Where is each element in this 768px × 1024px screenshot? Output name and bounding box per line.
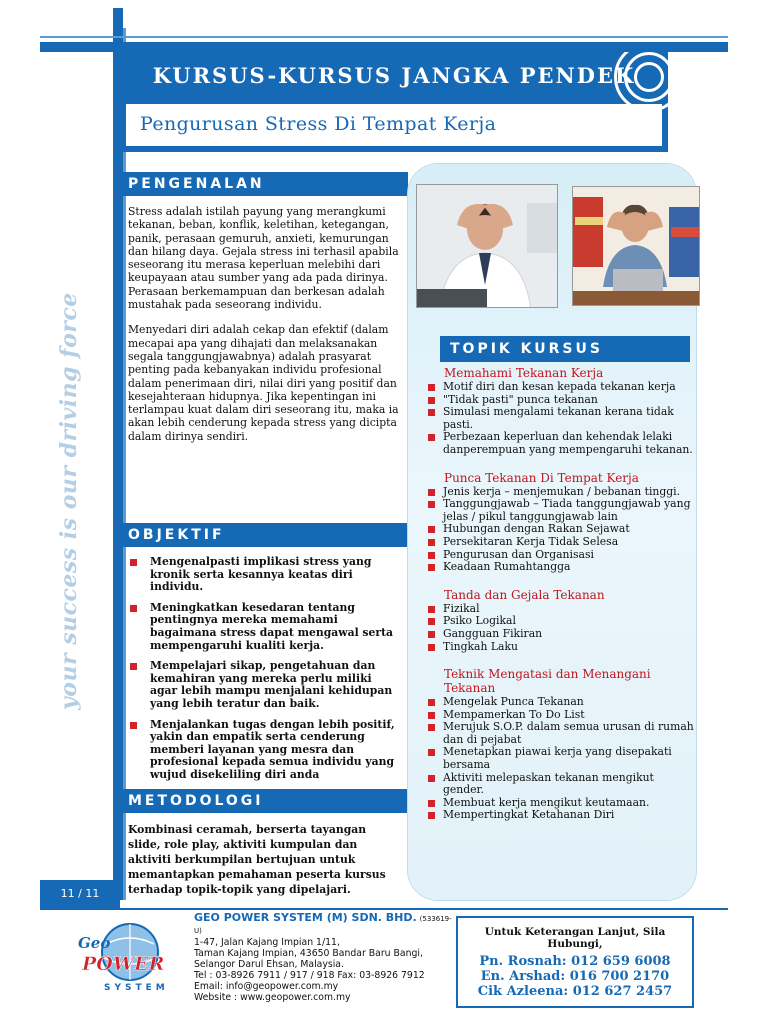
top-frame-thin bbox=[40, 36, 728, 38]
topik-group-list bbox=[408, 603, 696, 653]
list-item: Tingkah Laku bbox=[408, 641, 696, 654]
list-item: Hubungan dengan Rakan Sejawat bbox=[408, 523, 696, 536]
header-band bbox=[120, 52, 668, 152]
bullet-icon bbox=[428, 409, 435, 416]
bullet-icon bbox=[428, 606, 435, 613]
topik-group bbox=[444, 588, 696, 653]
list-item: Fizikal bbox=[408, 603, 696, 616]
company-reg: (533619-U) bbox=[194, 915, 452, 935]
list-item: Menetapkan piawai kerja yang disepakati bersama bbox=[408, 746, 696, 771]
bullet-icon bbox=[428, 812, 435, 819]
stressed-man-photo bbox=[416, 184, 558, 308]
bullet-icon bbox=[428, 712, 435, 719]
topik-groups bbox=[444, 366, 696, 822]
course-category-title: KURSUS-KURSUS JANGKA PENDEK bbox=[152, 63, 636, 88]
list-item: Meningkatkan kesedaran tentang pentingnya mereka memahami bagaimana stress dapat mengawal serta mempengaruhi kualiti kerja. bbox=[128, 602, 398, 652]
bullet-icon bbox=[428, 489, 435, 496]
metodologi-heading: METODOLOGI bbox=[118, 789, 408, 813]
address-line: 1-47, Jalan Kajang Impian 1/11, bbox=[194, 937, 340, 948]
footer-divider bbox=[40, 908, 728, 910]
inner-frame-bar bbox=[123, 28, 126, 900]
course-title: Pengurusan Stress Di Tempat Kerja bbox=[140, 113, 497, 135]
bullet-icon bbox=[130, 605, 137, 612]
topik-heading: TOPIK KURSUS bbox=[440, 336, 690, 362]
list-item: Tanggungjawab – Tiada tanggungjawab yang jelas / pikul tanggungjawab lain bbox=[408, 498, 696, 523]
logo-system-text: SYSTEM bbox=[104, 983, 169, 993]
subtitle-box bbox=[126, 104, 662, 146]
bullet-icon bbox=[428, 631, 435, 638]
list-item: Mengelak Punca Tekanan bbox=[408, 696, 696, 709]
list-item: Aktiviti melepaskan tekanan mengikut gender. bbox=[408, 772, 696, 797]
metodologi-text: Kombinasi ceramah, berserta tayangan slide, role play, aktiviti kumpulan dan aktiviti berkumpilan bertujuan untuk memantapkan pemahaman peserta kursus terhadap topik-topik yang dipelajari. bbox=[128, 823, 386, 896]
bullet-icon bbox=[428, 539, 435, 546]
list-item: Merujuk S.O.P. dalam semua urusan di rumah dan di pejabat bbox=[408, 721, 696, 746]
page-number: 11 / 11 bbox=[40, 880, 120, 908]
address-line: Selangor Darul Ehsan, Malaysia. bbox=[194, 959, 344, 970]
topik-group-title: Teknik Mengatasi dan Menangani Tekanan bbox=[444, 667, 651, 696]
list-item: Gangguan Fikiran bbox=[408, 628, 696, 641]
contact-heading: Untuk Keterangan Lanjut, Sila Hubungi, bbox=[484, 926, 666, 950]
logo-power-text: POWER bbox=[82, 953, 165, 975]
topik-group-list bbox=[408, 381, 696, 457]
list-item: Mempamerkan To Do List bbox=[408, 709, 696, 722]
pengenalan-heading: PENGENALAN bbox=[118, 172, 408, 196]
list-item: Motif diri dan kesan kepada tekanan kerja bbox=[408, 381, 696, 394]
topik-group bbox=[444, 471, 696, 574]
logo-geo-text: Geo bbox=[78, 934, 111, 952]
bullet-icon bbox=[130, 722, 137, 729]
address-line: Taman Kajang Impian, 43650 Bandar Baru Bangi, bbox=[194, 948, 423, 959]
list-item: "Tidak pasti" punca tekanan bbox=[408, 394, 696, 407]
bullet-icon bbox=[428, 775, 435, 782]
bullet-icon bbox=[428, 384, 435, 391]
topik-panel bbox=[408, 164, 696, 900]
contact-azleena: Cik Azleena: 012 627 2457 bbox=[477, 984, 673, 999]
list-item: Membuat kerja mengikut keutamaan. bbox=[408, 797, 696, 810]
list-item: Persekitaran Kerja Tidak Selesa bbox=[408, 536, 696, 549]
list-item: Perbezaan keperluan dan kehendak lelaki danperempuan yang mempengaruhi tekanan. bbox=[408, 431, 696, 456]
bullet-icon bbox=[428, 724, 435, 731]
contact-arshad: En. Arshad: 016 700 2170 bbox=[480, 969, 670, 984]
geopower-logo bbox=[74, 918, 184, 996]
list-item: Keadaan Rumahtangga bbox=[408, 561, 696, 574]
bullet-icon bbox=[428, 644, 435, 651]
topik-group-list bbox=[408, 696, 696, 822]
email-line: Email: info@geopower.com.my bbox=[194, 981, 339, 992]
topik-group bbox=[444, 366, 696, 457]
topik-group-title: Punca Tekanan Di Tempat Kerja bbox=[444, 470, 639, 485]
topik-group bbox=[444, 667, 696, 822]
company-name: GEO POWER SYSTEM (M) SDN. BHD. bbox=[194, 911, 417, 924]
bullet-icon bbox=[130, 663, 137, 670]
list-item: Menjalankan tugas dengan lebih positif, yakin dan empatik serta cenderung memberi layanan yang mesra dan profesional kepada semua individu yang wujud disekeliling diri anda bbox=[128, 719, 398, 782]
bullet-icon bbox=[428, 552, 435, 559]
bullet-icon bbox=[428, 800, 435, 807]
bullet-icon bbox=[428, 564, 435, 571]
list-item: Pengurusan dan Organisasi bbox=[408, 549, 696, 562]
bullet-icon bbox=[428, 501, 435, 508]
bullet-icon bbox=[428, 526, 435, 533]
company-info bbox=[194, 912, 454, 1003]
company-name-line bbox=[194, 912, 454, 937]
pengenalan-body bbox=[128, 205, 404, 443]
pengenalan-paragraph-1: Stress adalah istilah payung yang merangkumi tekanan, beban, konflik, keletihan, ketegangan, panik, perasaan gemuruh, anxieti, kemurungan dan hilang daya. Gejala stress ini terhasil apabila seseorang itu merasa keperluan melebihi dari keupayaan atau sumber yang ada pada dirinya. Perasaan berkemampuan dan berkesan adalah mustahak pada seseorang individu. bbox=[128, 205, 399, 312]
phone-line: Tel : 03-8926 7911 / 917 / 918 Fax: 03-8926 7912 bbox=[194, 970, 425, 981]
topik-group-title: Memahami Tekanan Kerja bbox=[444, 366, 604, 380]
bullet-icon bbox=[428, 618, 435, 625]
bullet-icon bbox=[428, 699, 435, 706]
list-item: Mengenalpasti implikasi stress yang kronik serta kesannya keatas diri individu. bbox=[128, 556, 398, 594]
bullet-icon bbox=[428, 749, 435, 756]
objektif-heading: OBJEKTIF bbox=[118, 523, 408, 547]
topik-group-list bbox=[408, 486, 696, 574]
contact-rosnah: Pn. Rosnah: 012 659 6008 bbox=[479, 954, 671, 969]
bullet-icon bbox=[428, 434, 435, 441]
list-item: Psiko Logikal bbox=[408, 615, 696, 628]
bullet-icon bbox=[428, 397, 435, 404]
list-item: Mempertingkat Ketahanan Diri bbox=[408, 809, 696, 822]
list-item: Mempelajari sikap, pengetahuan dan kemahiran yang mereka perlu miliki agar lebih mampu menjalani kehidupan yang lebih teratur dan baik. bbox=[128, 660, 398, 710]
arc-decoration bbox=[634, 62, 664, 92]
bullet-icon bbox=[130, 559, 137, 566]
topik-group-title: Tanda dan Gejala Tekanan bbox=[444, 587, 605, 602]
objektif-list bbox=[128, 556, 398, 790]
contact-box bbox=[456, 916, 694, 1008]
top-frame-bar bbox=[40, 42, 728, 52]
overworked-man-photo bbox=[572, 186, 700, 306]
list-item: Jenis kerja – menjemukan / bebanan tinggi. bbox=[408, 486, 696, 499]
side-slogan: your success is our driving force bbox=[56, 292, 82, 710]
list-item: Simulasi mengalami tekanan kerana tidak pasti. bbox=[408, 406, 696, 431]
website-line: Website : www.geopower.com.my bbox=[194, 992, 351, 1003]
pengenalan-paragraph-2: Menyedari diri adalah cekap dan efektif (dalam mecapai apa yang dihajati dan melaksanakan segala tanggungjawabnya) adalah prasyarat penting pada kebanyakan individu profesional dalam penerimaan diri, nilai diri yang positif dan kesejahteraan hidupnya. Jika kepentingan ini terlampau kuat dalam diri seseorang itu, maka ia akan lebih cenderung kepada stress yang dicipta dalam dirinya sendiri. bbox=[128, 323, 399, 443]
